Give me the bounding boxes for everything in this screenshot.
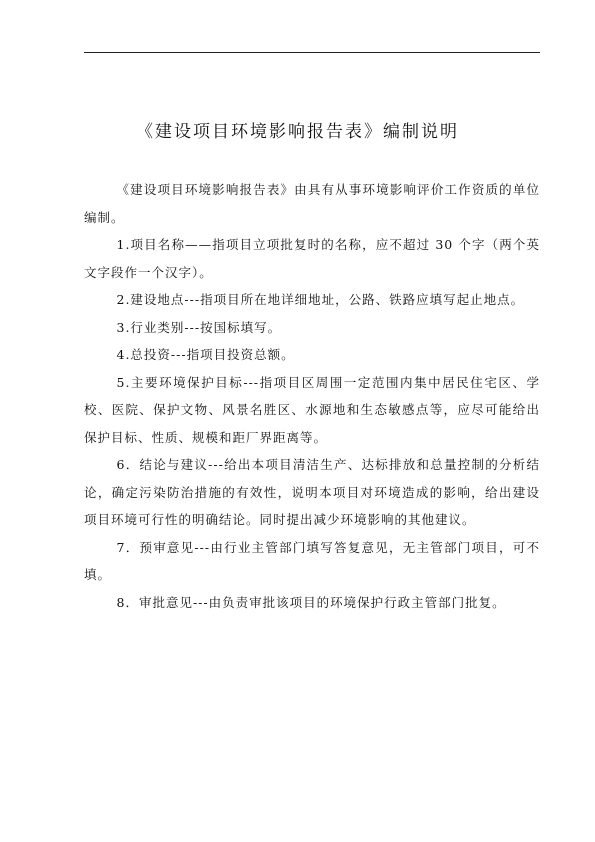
document-body — [84, 176, 540, 616]
header-rule — [84, 52, 540, 53]
paragraph-item-7: 7．预审意见---由行业主管部门填写答复意见，无主管部门项目，可不填。 — [84, 539, 540, 582]
document-title: 《建设项目环境影响报告表》编制说明 — [136, 122, 459, 142]
paragraph-intro: 《建设项目环境影响报告表》由具有从事环境影响评价工作资质的单位编制。 — [84, 182, 540, 225]
paragraph-item-4: 4.总投资---指项目投资总额。 — [116, 347, 295, 362]
paragraph-item-8: 8．审批意见---由负责审批该项目的环境保护行政主管部门批复。 — [116, 594, 506, 610]
paragraph-item-5: 5.主要环境保护目标---指项目区周围一定范围内集中居民住宅区、学校、医院、保护文物、风景名胜区、水源地和生态敏感点等，应尽可能给出保护目标、性质、规模和距厂界距离等。 — [84, 374, 540, 445]
paragraph-item-1: 1.项目名称——指项目立项批复时的名称，应不超过 30 个字（两个英文字段作一个汉字）。 — [84, 237, 540, 280]
paragraph-item-2: 2.建设地点---指项目所在地详细地址，公路、铁路应填写起止地点。 — [116, 292, 525, 307]
paragraph-item-3: 3.行业类别---按国标填写。 — [116, 319, 282, 335]
paragraph-item-6: 6．结论与建议---给出本项目清洁生产、达标排放和总量控制的分析结论，确定污染防治措施的有效性，说明本项目对环境造成的影响，给出建设项目环境可行性的明确结论。同时提出减少环境影响的其他建议。 — [84, 457, 540, 527]
